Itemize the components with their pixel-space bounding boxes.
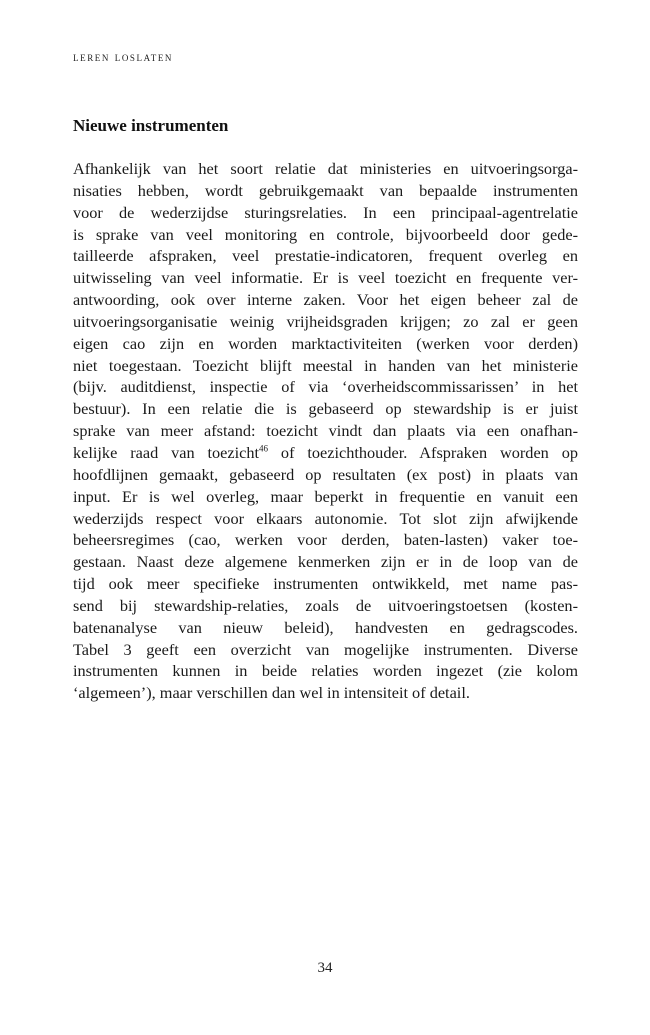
text-line: input. Er is wel overleg, maar beperkt in frequentie en vanuit een [73, 486, 578, 506]
text-line: tijd ook meer specifieke instrumenten ontwikkeld, met name pas- [73, 574, 578, 594]
footnote-reference[interactable]: 46 [259, 443, 269, 454]
text-segment: kelijke raad van toezicht [73, 442, 260, 462]
section-heading: Nieuwe instrumenten [73, 116, 229, 135]
body-paragraph [73, 158, 578, 704]
text-line: is sprake van veel monitoring en controle, bijvoorbeeld door gede- [73, 224, 578, 244]
text-line: (bijv. auditdienst, inspectie of via ‘overheidscommissarissen’ in het [73, 377, 578, 397]
text-line: Tabel 3 geeft een overzicht van mogelijke instrumenten. Diverse [73, 639, 578, 659]
text-line: antwoording, ook over interne zaken. Voor het eigen beheer zal de [73, 290, 578, 310]
running-header: leren loslaten [73, 50, 174, 64]
text-line: voor de wederzijdse sturingsrelaties. In een principaal-agentrelatie [73, 202, 578, 222]
text-line-last: ‘algemeen’), maar verschillen dan wel in intensiteit of detail. [73, 683, 470, 703]
text-line: Afhankelijk van het soort relatie dat ministeries en uitvoeringsorga- [73, 159, 578, 178]
text-line: wederzijds respect voor elkaars autonomie. Tot slot zijn afwijkende [73, 508, 578, 528]
text-line: sprake van meer afstand: toezicht vindt dan plaats via een onafhan- [73, 421, 578, 441]
text-line: uitwisseling van veel informatie. Er is veel toezicht en frequente ver- [73, 268, 578, 288]
text-line: gestaan. Naast deze algemene kenmerken zijn er in de loop van de [73, 552, 578, 572]
text-line: tailleerde afspraken, veel prestatie-indicatoren, frequent overleg en [73, 246, 578, 266]
text-line: eigen cao zijn en worden marktactiviteiten (werken voor derden) [73, 333, 578, 353]
text-line: instrumenten kunnen in beide relaties worden ingezet (zie kolom [73, 661, 578, 681]
text-line: bestuur). In een relatie die is gebaseerd op stewardship is er juist [73, 399, 578, 419]
text-line: niet toegestaan. Toezicht blijft meestal in handen van het ministerie [73, 355, 578, 375]
text-segment: of toezichthouder. Afspraken worden op [268, 442, 578, 462]
text-line: nisaties hebben, wordt gebruikgemaakt van bepaalde instrumenten [73, 180, 578, 200]
text-line: beheersregimes (cao, werken voor derden, baten-lasten) vaker toe- [73, 530, 578, 550]
page-number: 34 [317, 960, 333, 976]
text-line: hoofdlijnen gemaakt, gebaseerd op resultaten (ex post) in plaats van [73, 464, 578, 484]
text-line: uitvoeringsorganisatie weinig vrijheidsgraden krijgen; zo zal er geen [73, 311, 578, 331]
text-line-with-footnote [73, 442, 578, 464]
text-line: batenanalyse van nieuw beleid), handvesten en gedragscodes. [73, 617, 578, 637]
text-line: send bij stewardship-relaties, zoals de uitvoeringstoetsen (kosten- [73, 595, 578, 615]
